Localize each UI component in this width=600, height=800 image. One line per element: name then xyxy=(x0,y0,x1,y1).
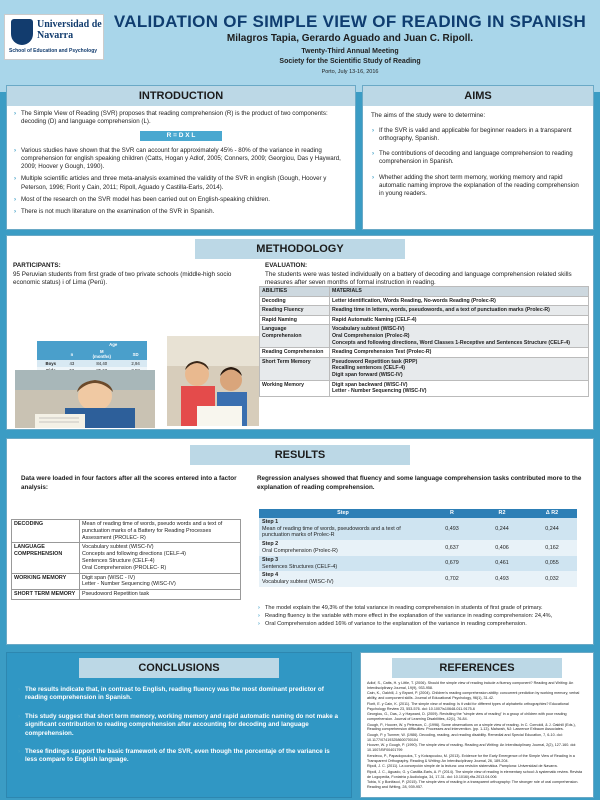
regression-intro: Regression analyses showed that fluency and some language comprehension tasks contributed more to the explanation of reading comprehension. xyxy=(257,475,582,491)
reference-item: Ripoll, J. C. (2011). La concepción simple de la lectura: una revisión sistemática. Pamplona: Universidad de Navarra. xyxy=(367,764,558,769)
regression-table xyxy=(259,509,577,587)
table-row: SHORT TERM MEMORY Pseudoword Repetition task xyxy=(12,590,241,600)
col-m: M xyxy=(99,349,104,354)
conclusions-heading: CONCLUSIONS xyxy=(79,658,279,678)
table-row: Step 4 Vocabulary subtest (WISC-IV) 0,702 0,493 0,032 xyxy=(259,571,577,587)
methodology-panel xyxy=(6,235,594,430)
aims-panel xyxy=(362,85,594,230)
table-row: LANGUAGE COMPREHENSION Vocabulary subtest (WISC-IV) Concepts and following directions (CELF-4) Sentences Structure (CELF-4) Oral Comprehension (PROLEC- R) xyxy=(12,543,241,573)
reference-item: Florit, E. y Cain, K. (2011). The simple view of reading: Is it valid for different types of alphabetic orthographies? Educational Psychology Review 23, 553-576. doi: 10.1007/s10648-011-9175-6 xyxy=(367,701,569,711)
result-note: › The model explain the 49,3% of the total variance in reading comprehension in students of first grade of primary. xyxy=(257,605,591,612)
table-row: Working Memory Digit span backward (WISC-IV) Letter - Number Sequencing (WISC-IV) xyxy=(260,380,589,396)
table-row: Short Term Memory Pseudoword Repetition task (RPP) Recalling sentences (CELF-4) Digit span forward (WISC-IV) xyxy=(260,357,589,380)
factors-table xyxy=(11,519,241,600)
table-header-row: Step R R2 Δ R2 xyxy=(259,509,577,518)
intro-point: › The Simple View of Reading (SVR) proposes that reading comprehension (R) is the product of two components: decoding (D) and language comprehension (L). xyxy=(13,110,349,127)
factors-intro: Data were loaded in four factors after all the scores entered into a factor analysis: xyxy=(21,475,237,491)
children-classroom-photo xyxy=(167,336,259,426)
methodology-heading: METHODOLOGY xyxy=(195,239,405,259)
intro-point: › Most of the research on the SVR model has been carried out on English-speaking children. xyxy=(13,196,349,204)
table-row: Reading Fluency Reading time in letters, words, pseudowords, and a text of punctuation marks (Prolec-R) xyxy=(260,306,589,316)
participants-text: 95 Peruvian students from first grade of two private schools (middle-high socio economic status) i of Lima (Perú). xyxy=(13,270,232,287)
logo-university-name: Universidad de Navarra xyxy=(37,19,102,41)
intro-point: › Various studies have shown that the SVR can account for approximately 45% - 80% of the variance in reading comprehension for english speaking children (Catts, Hogan y Adlof, 2005; Conners, 2009; Georgiou, Das y Hayward, 2009; Hoover y Gough, 1990). xyxy=(13,147,349,172)
poster-title: VALIDATION OF SIMPLE VIEW OF READING IN SPANISH xyxy=(113,12,587,31)
conclusions-panel xyxy=(6,652,352,798)
svr-formula: R = D X L xyxy=(140,131,222,141)
evaluation-text: The students were was tested individually on a battery of decoding and language comprehension related skills measures after seven months of formal instruction in reading. xyxy=(265,270,572,287)
col-sd: SD xyxy=(132,351,139,357)
introduction-heading: INTRODUCTION xyxy=(7,86,355,106)
meeting-place: Porto, July 13-16, 2016 xyxy=(321,69,379,75)
result-note: › Reading fluency is the variable with more effect in the explanation of the variance in reading comprehension: 24,4%, xyxy=(257,613,591,620)
table-row: Step 3 Sentences Structures (CELF-4) 0,679 0,461 0,055 xyxy=(259,556,577,572)
reference-item: Ripoll, J. C., Aguado, G. y Castilla-Earls, A. P. (2014). The simple view of reading in elementary school: A systematic review. Revista de Logopedia, Foniatría y Audiología, 34, 17-31. doi: 10.1016/j.rlfa.2013.04.006 xyxy=(367,769,583,779)
aims-heading: AIMS xyxy=(363,86,593,106)
col-n: n xyxy=(70,351,74,357)
result-note: › Oral Comprehension added 16% of variance to the explanation of the variance in reading comprehension. xyxy=(257,621,591,628)
table-row: WORKING MEMORY Digit span (WISC - IV) Letter - Number Sequencing (WISC-IV) xyxy=(12,573,241,590)
table-row: DECODING Mean of reading time of words, pseudo words and a text of punctuation marks of a Battery for Reading Processes Assessment (PROLEC- R) xyxy=(12,520,241,543)
table-row: Reading Comprehension Reading Comprehension Test (Prolec-R) xyxy=(260,348,589,358)
conclusion-item: › This study suggest that short term memory, working memory and rapid automatic naming do not make a significant contribution to reading comprehension after accounting for decoding and language comprehension. xyxy=(17,713,341,738)
reference-item: Tobia, V. y Bonifacci, P. (2015). The simple view of reading in a transparent orthography: The stronger role of oral comprehension. Reading and Writing, 28, 939-957. xyxy=(367,780,579,790)
logo-school-name: School of Education and Psychology xyxy=(9,48,98,54)
evaluation-label: EVALUATION: xyxy=(265,262,308,269)
aims-intro: The aims of the study were to determine: xyxy=(371,112,486,119)
reference-item: Cain, K., Oakhill, J. y Bryant, P. (2004). Children's reading comprehension ability: concurrent prediction by working memory, verbal ability, and component skills. Journal of Educational Psychology, 96(1), 31-42. xyxy=(367,691,580,701)
conclusion-item: › These findings support the basic framework of the SVR, even though the porcentaje of the variance is less compare to English language. xyxy=(17,748,341,765)
table-row: Decoding Letter identification, Words Reading, No-words Reading (Prolec-R) xyxy=(260,296,589,306)
reference-item: Kendeou, P., Papadopoulos, T. y Kotzapoulou, M. (2013). Evidence for the Early Emergence of the Simple View of Reading in a Transparent Orthography. Reading & Writing: An Interdisciplinary Journal, 26, 189-204. xyxy=(367,753,575,763)
aim-item: › Whether adding the short term memory, working memory and rapid automatic naming improve the explanation of the reading comprehension in young readers. xyxy=(371,174,585,199)
intro-point: › Multiple scientific articles and three meta-analysis examined the validity of the SVR in english (Gough, Hoover y Peterson, 1996; Florit y Cain, 2011; Ripoll, Aguado y Castilla-Earls, 2014). xyxy=(13,175,349,192)
reference-item: Georgiou, G., Das, J. y Hayward, D. (2009). Revisiting the "simple view of reading" in a group of children with poor reading comprehension. Journal of Learning Disabilities, 42(1), 76-84. xyxy=(367,712,567,721)
references-heading: REFERENCES xyxy=(392,658,562,678)
crest-icon xyxy=(11,19,33,45)
references-list xyxy=(361,678,593,790)
authors: Milagros Tapia, Gerardo Aguado and Juan C. Ripoll. xyxy=(226,33,474,44)
materials-table xyxy=(259,286,589,397)
references-panel xyxy=(360,652,594,798)
table-row: Rapid Naming Rapid Automatic Naming (CELF-4) xyxy=(260,315,589,325)
intro-point: › There is not much literature on the examination of the SVR in Spanish. xyxy=(13,208,349,216)
age-label: Age xyxy=(109,342,118,347)
table-row: Language Comprehension Vocabulary subtest (WISC-IV) Oral Comprehension (Prolec-R) Concepts and following directions, Word Classes 1-Receptive and Sentences Structure (CELF-4) xyxy=(260,325,589,348)
aim-item: › If the SVR is valid and applicable for beginner readers in a transparent orthography, Spanish. xyxy=(371,127,585,144)
participants-label: PARTICIPANTS: xyxy=(13,262,61,269)
reference-item: Hoover, W. y Gough, P. (1990). The simple view of reading. Reading and Writing: An Interdisciplinary Journal, 2(2), 127-160. doi: 10.1007/BF00401799 xyxy=(367,743,577,753)
table-row: Step 1 Mean of reading time of words, pseudowords and a text of punctuation marks of Prolec-R 0,493 0,244 0,244 xyxy=(259,518,577,540)
col-m-sub: (months) xyxy=(92,354,111,359)
reference-item: Gough, P., Hoover, W. y Peterson, C. (1996). Some observations on a simple view of reading. In C. Cornoldi, & J. Oakhill (Eds.), Reading comprehension difficulties: Processes and intervention. (pp. 1-13). Mahwah, NJ: Lawrence Erlbaum Associates. xyxy=(367,722,576,732)
aim-item: › The contributions of decoding and language comprehension to reading comprehension in Spanish. xyxy=(371,150,585,167)
results-panel xyxy=(6,438,594,645)
conclusion-item: › The results indicate that, in contrast to English, reading fluency was the most dominant predictor of reading comprehension in Spanish. xyxy=(17,686,341,703)
child-reading-photo xyxy=(15,370,155,428)
table-row: Boys 43 84,40 2,94 xyxy=(37,360,147,367)
university-logo xyxy=(4,14,104,60)
society-name: Society for the Scientific Study of Reading xyxy=(279,58,421,65)
abilities-header: ABILITIES xyxy=(260,287,330,297)
meeting-name: Twenty-Third Annual Meeting xyxy=(301,48,399,55)
table-row: Step 2 Oral Comprehension (Prolec-R) 0,637 0,406 0,162 xyxy=(259,540,577,556)
introduction-panel xyxy=(6,85,356,230)
materials-header: MATERIALS xyxy=(330,287,589,297)
reference-item: Adlof, S., Catts, H. y Little, T. (2006). Should the simple view of reading include a fluency component? Reading and Writing: An Interdisciplinary Journal, 19(9), 933-958. xyxy=(367,681,574,690)
reference-item: Gough, P. y Tunmer, W. (1986). Decoding, reading, and reading disability. Remedial and Special Education, 7, 6-10. doi: 10.1177/074193258600700104 xyxy=(367,733,563,742)
results-heading: RESULTS xyxy=(190,445,410,465)
